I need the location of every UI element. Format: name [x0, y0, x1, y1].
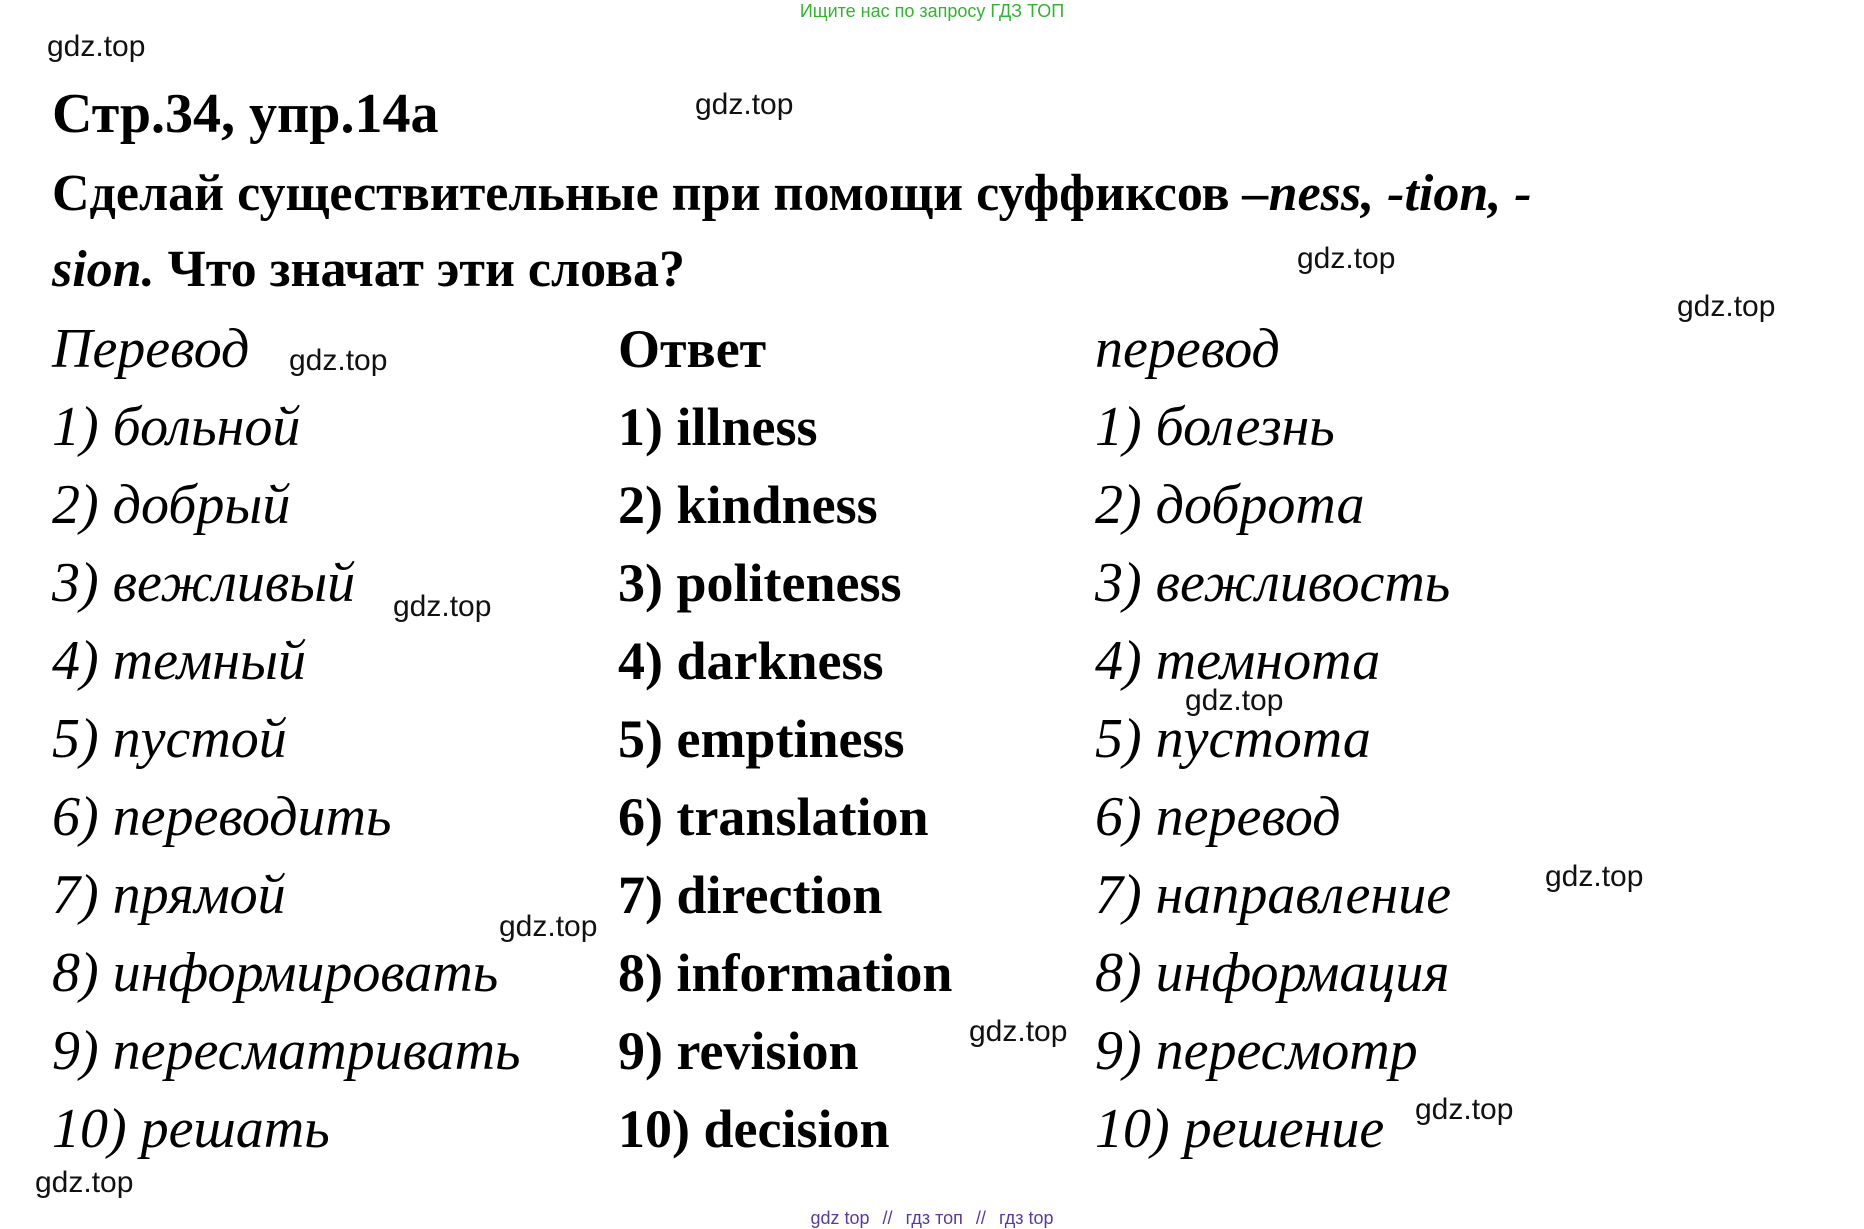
task-suffixes: –ness, -tion, -: [1242, 165, 1532, 222]
footer-link[interactable]: гдз top: [998, 1208, 1054, 1228]
translation-item: 3) вежливость: [1095, 552, 1451, 614]
answer-item: 10) decision: [618, 1099, 890, 1159]
page-title: Стр.34, упр.14а: [52, 83, 439, 145]
left-item: 4) темный: [52, 630, 306, 692]
translation-item: 7) направление: [1095, 864, 1452, 926]
left-item: 8) информировать: [52, 942, 499, 1004]
right-column: [1095, 310, 1451, 1168]
translation-item: 6) перевод: [1095, 786, 1341, 848]
left-item: 6) переводить: [52, 786, 392, 848]
task-suffix-end: sion.: [52, 241, 155, 298]
task-question: Что значат эти слова?: [154, 241, 685, 298]
task-text: Сделай существительные при помощи суффиксов: [52, 165, 1243, 222]
watermark: gdz.top: [1185, 684, 1284, 717]
footer-separator: //: [975, 1208, 986, 1228]
middle-column: [618, 310, 952, 1168]
translation-item: 2) доброта: [1095, 474, 1365, 536]
left-item: 7) прямой: [52, 864, 286, 926]
left-item: 9) пересматривать: [52, 1020, 521, 1082]
task-line-2: [52, 240, 685, 299]
footer-link[interactable]: gdz top: [810, 1208, 870, 1228]
left-item: 3) вежливый: [52, 552, 356, 614]
answer-item: 8) information: [618, 943, 953, 1003]
answer-item: 3) politeness: [618, 553, 902, 613]
translation-item: 5) пустота: [1095, 708, 1371, 770]
translation-item: 1) болезнь: [1095, 396, 1335, 458]
watermark: gdz.top: [695, 88, 794, 121]
watermark: gdz.top: [1545, 860, 1644, 893]
answer-item: 6) translation: [618, 787, 929, 847]
left-item: 5) пустой: [52, 708, 287, 770]
middle-column-header: Ответ: [618, 319, 767, 379]
answer-item: 5) emptiness: [618, 709, 905, 769]
answer-item: 7) direction: [618, 865, 883, 925]
left-item: 2) добрый: [52, 474, 291, 536]
translation-item: 8) информация: [1095, 942, 1450, 1004]
answer-item: 4) darkness: [618, 631, 884, 691]
footer-links: [0, 1208, 1864, 1229]
watermark: gdz.top: [499, 910, 598, 943]
left-item: 1) больной: [52, 396, 301, 458]
watermark: gdz.top: [1415, 1093, 1514, 1126]
answer-item: 9) revision: [618, 1021, 859, 1081]
footer-separator: //: [882, 1208, 893, 1228]
answer-item: 1) illness: [618, 397, 818, 457]
watermark: gdz.top: [47, 30, 146, 63]
top-banner[interactable]: Ищите нас по запросу ГДЗ ТОП: [799, 1, 1065, 21]
watermark: gdz.top: [1297, 242, 1396, 275]
translation-item: 10) решение: [1095, 1098, 1385, 1160]
translation-item: 4) темнота: [1095, 630, 1381, 692]
left-item: 10) решать: [52, 1098, 330, 1160]
footer-link[interactable]: гдз топ: [905, 1208, 963, 1228]
watermark: gdz.top: [35, 1166, 134, 1199]
left-column: [52, 310, 521, 1168]
translation-item: 9) пересмотр: [1095, 1020, 1418, 1082]
watermark: gdz.top: [289, 344, 388, 377]
right-column-header: перевод: [1095, 318, 1280, 380]
watermark: gdz.top: [393, 590, 492, 623]
left-column-header: Перевод: [52, 318, 250, 380]
watermark: gdz.top: [969, 1015, 1068, 1048]
task-line-1: [52, 164, 1532, 223]
watermark: gdz.top: [1677, 290, 1776, 323]
answer-item: 2) kindness: [618, 475, 878, 535]
